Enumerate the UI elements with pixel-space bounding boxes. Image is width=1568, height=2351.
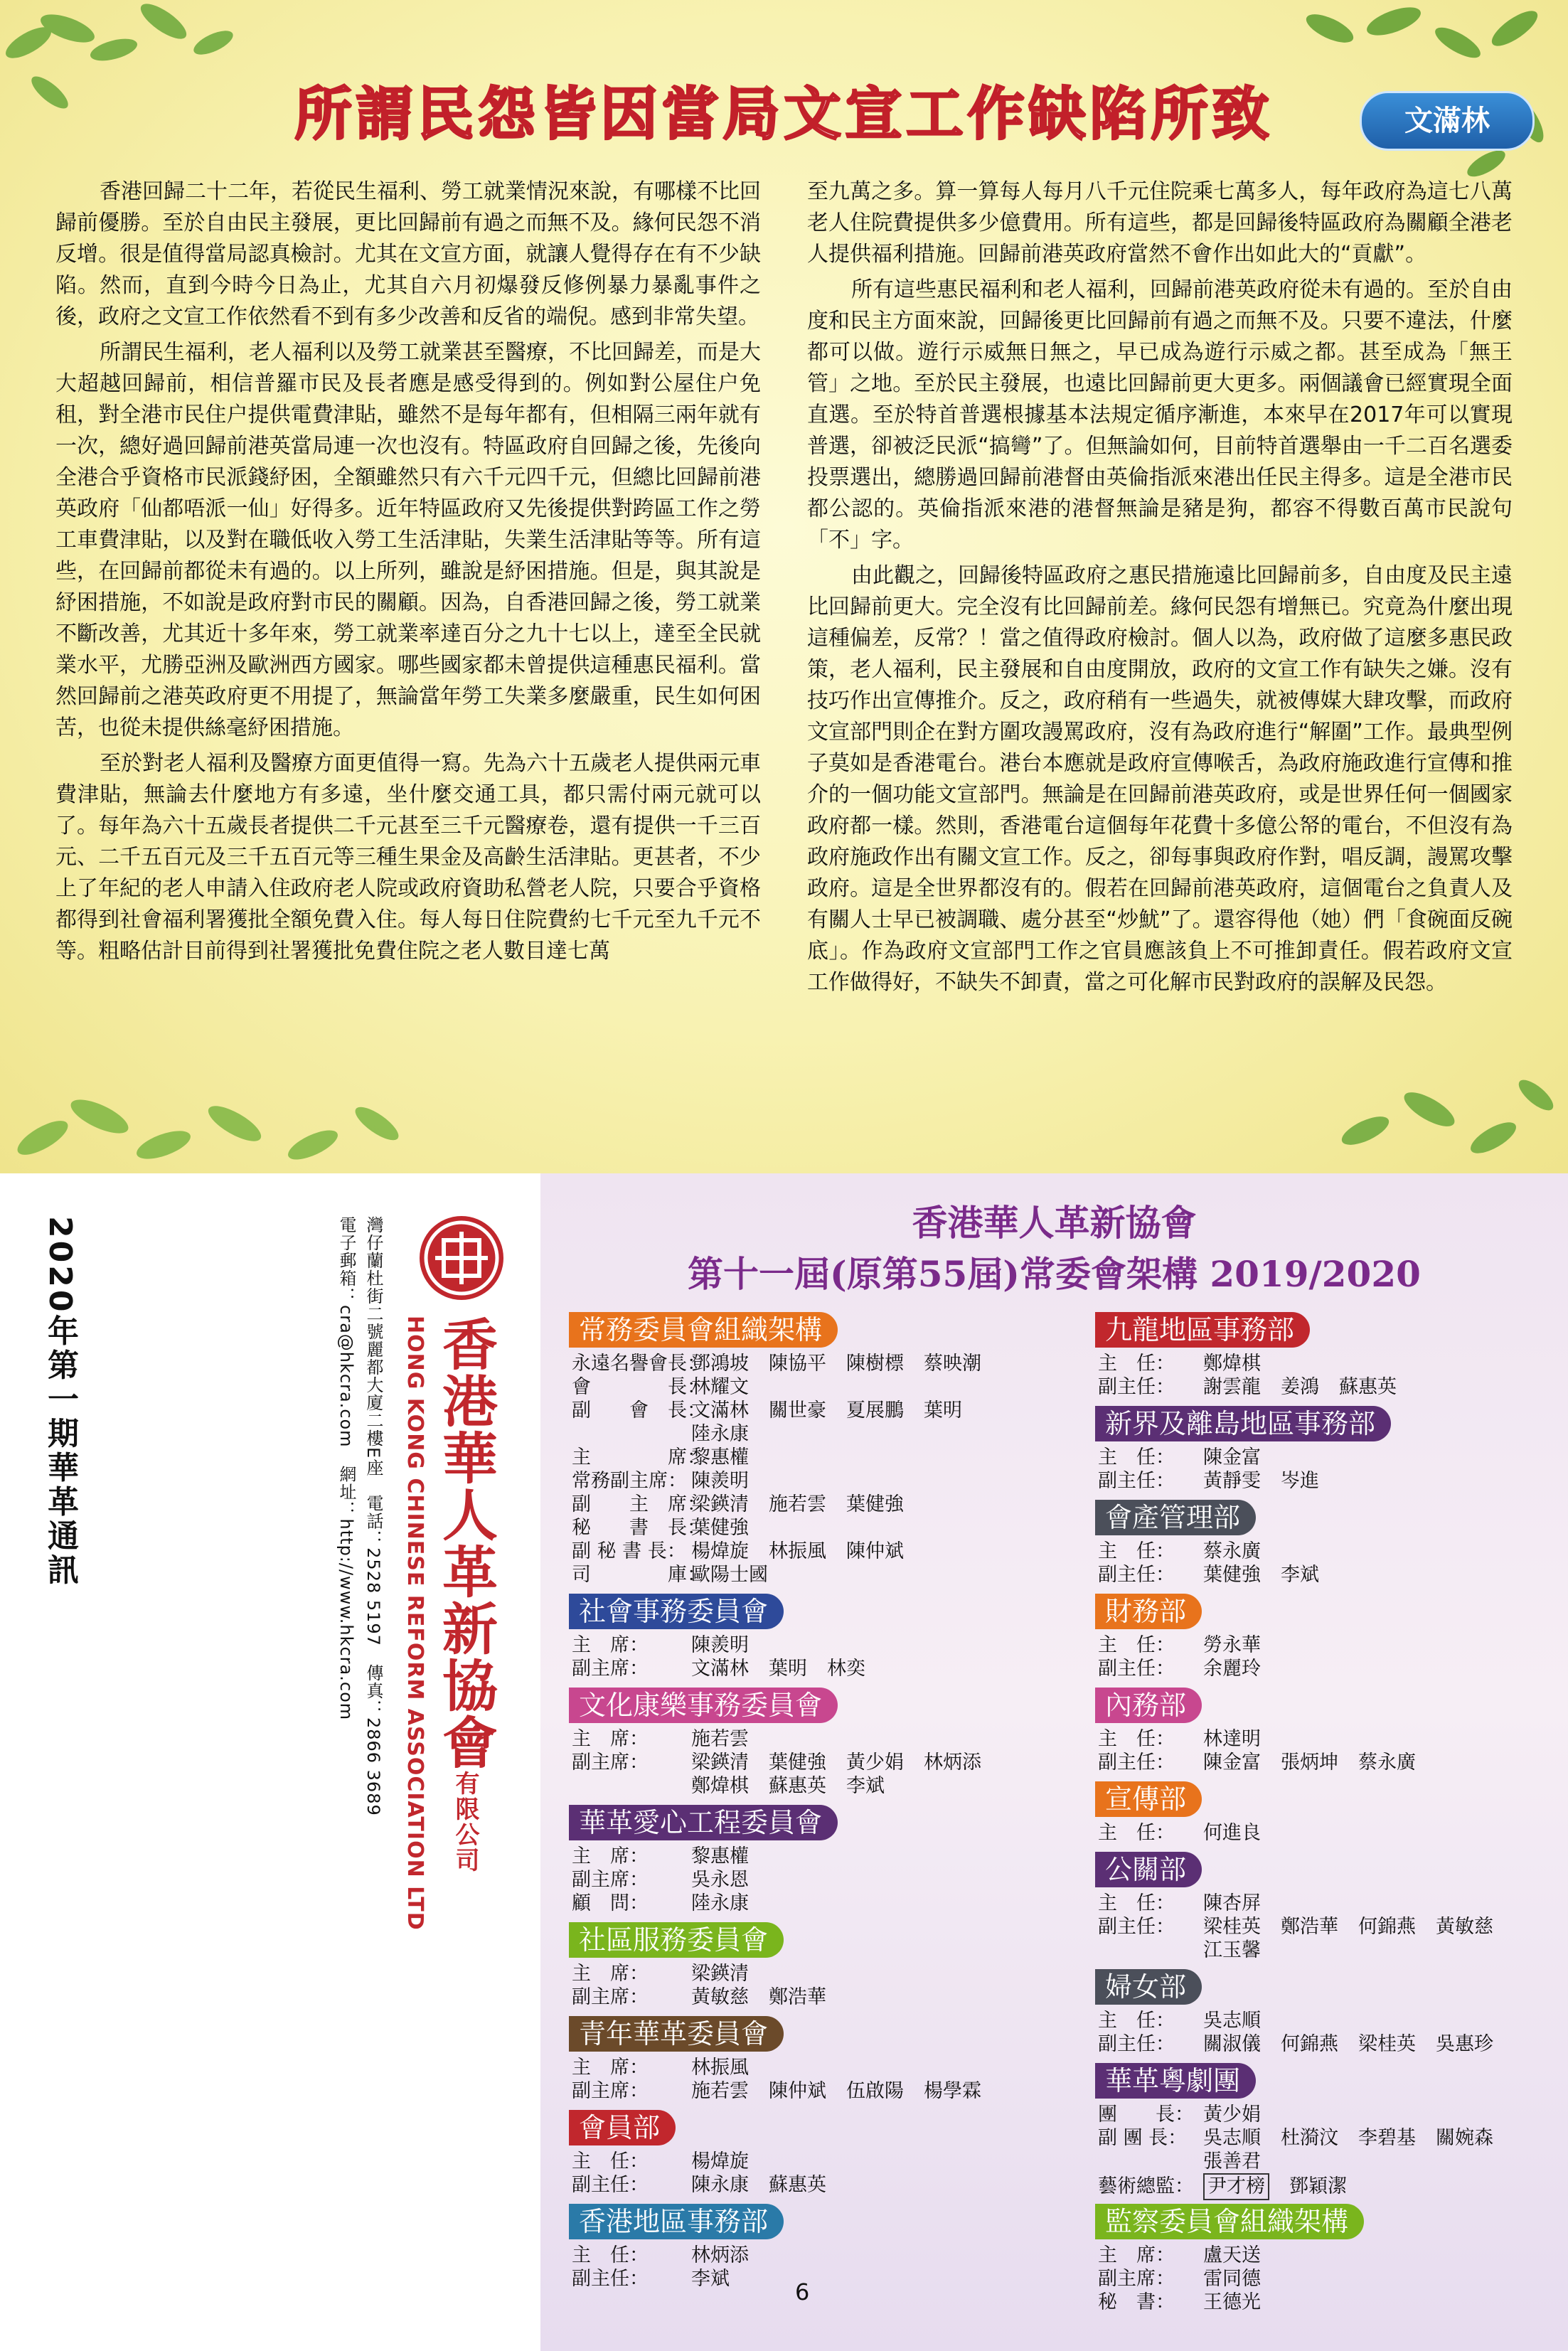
member-row <box>1098 2150 1281 2174</box>
member-name: 鄧穎潔 <box>1289 2175 1347 2197</box>
member-name: 黃敏慈 <box>1436 1916 1493 1938</box>
role-label: 主 席： <box>572 1446 706 1468</box>
role-label: 司 庫： <box>572 1564 706 1586</box>
section-header: 社區服務委員會 <box>569 1922 784 1958</box>
role-label: 主 席： <box>572 1845 649 1867</box>
role-label: 團 長： <box>1098 2104 1194 2126</box>
section-header: 青年華革委員會 <box>569 2016 784 2052</box>
member-name: 蘇惠英 <box>769 2174 826 2196</box>
member-name: 吳惠珍 <box>1436 2033 1493 2055</box>
member-name: 葉明 <box>924 1400 962 1422</box>
role-label: 秘 書 長： <box>572 1517 706 1539</box>
member-name: 文滿林 <box>691 1658 749 1680</box>
role-label: 副 團 長： <box>1098 2127 1188 2149</box>
org-name-suffix: 有限公司 <box>451 1771 479 1873</box>
article-title: 所謂民怨皆因當局文宣工作缺陷所致 <box>294 80 1274 147</box>
member-name: 黃少娟 <box>846 1752 904 1774</box>
member-row <box>1098 1751 1436 1775</box>
member-name: 何錦燕 <box>1281 2033 1338 2055</box>
member-name: 何錦燕 <box>1358 1916 1416 1938</box>
member-row <box>1098 1563 1339 1587</box>
member-row <box>1098 2126 1513 2150</box>
member-name: 鄧鴻坡 <box>691 1353 749 1375</box>
role-label: 永遠名譽會長： <box>572 1353 706 1375</box>
role-label <box>1098 2150 1203 2174</box>
role-label: 副主任： <box>1098 2033 1175 2055</box>
page-number: 6 <box>795 2278 810 2305</box>
member-row <box>1098 1446 1281 1470</box>
member-row <box>1098 1892 1281 1916</box>
member-row <box>1098 1915 1513 1939</box>
section-header: 新界及離島地區事務部 <box>1095 1406 1391 1441</box>
org-name-cn <box>425 1316 505 1873</box>
member-row <box>572 1727 769 1752</box>
member-row <box>572 1493 924 1517</box>
member-row <box>572 1985 846 2010</box>
member-name: 梁鍈清 <box>691 1493 749 1515</box>
role-label: 秘 書： <box>1098 2291 1175 2313</box>
role-label: 主 任： <box>572 2150 649 2173</box>
role-label: 副 主 席： <box>572 1493 706 1515</box>
member-row <box>572 1563 788 1587</box>
role-label: 副主席： <box>1098 2268 1175 2290</box>
member-name: 盧天送 <box>1203 2244 1261 2266</box>
member-name: 葉健強 <box>846 1493 904 1515</box>
member-row <box>1098 1657 1281 1681</box>
member-row <box>572 1868 769 1892</box>
member-row <box>1098 1633 1281 1658</box>
member-row <box>1098 1727 1281 1752</box>
member-name: 王德光 <box>1203 2291 1261 2313</box>
member-name: 李碧基 <box>1358 2127 1416 2149</box>
role-label: 主 任： <box>1098 1540 1175 1562</box>
member-name: 鄭煒棋 <box>1203 1353 1261 1375</box>
section-header: 華革粵劇團 <box>1095 2063 1256 2099</box>
member-row <box>572 1892 769 1916</box>
role-label: 副主席： <box>572 1986 649 2008</box>
member-name: 陳永康 <box>691 2174 749 2196</box>
role-label: 副主席： <box>572 1658 649 1680</box>
committee-title-org: 香港華人革新協會 <box>912 1202 1197 1244</box>
role-label: 主 任： <box>1098 1822 1175 1844</box>
member-name: 蔡永廣 <box>1358 1752 1416 1774</box>
member-name: 黃敏慈 <box>691 1986 749 2008</box>
member-name: 李斌 <box>1281 1564 1319 1586</box>
role-label: 主 席： <box>572 2057 649 2079</box>
member-row <box>572 2079 1001 2104</box>
role-label: 主 任： <box>572 2244 649 2266</box>
member-name: 張善君 <box>1203 2150 1261 2173</box>
member-name: 陳羨明 <box>691 1470 749 1492</box>
role-label: 副主任： <box>1098 1916 1175 1938</box>
member-name: 陳仲斌 <box>846 1540 904 1562</box>
article-column-left <box>55 176 761 971</box>
committee-title-structure: 第十一屆(原第55屆)常委會架構 2019/2020 <box>688 1253 1421 1295</box>
member-name: 楊學霖 <box>924 2080 981 2102</box>
member-name: 黎惠權 <box>691 1845 749 1867</box>
role-label: 副主席： <box>572 2080 649 2102</box>
member-row <box>572 1657 885 1681</box>
role-label: 主 任： <box>1098 2010 1175 2032</box>
member-name: 陳金富 <box>1203 1752 1261 1774</box>
member-row <box>1098 1939 1281 1963</box>
member-name: 陳羨明 <box>691 1634 749 1656</box>
member-row <box>572 1845 769 1869</box>
article-paragraph: 所有這些惠民福利和老人福利，回歸前港英政府從未有過的。至於自由度和民主方面來說，回歸後更比回歸前有過之而無不及。只要不違法，什麼都可以做。遊行示威無日無之，早已成為遊行示威之都。甚至成為「無王管」之地。至於民主發展，也遠比回歸前更大更多。兩個議會已經實現全面直選。至於特首普選根據基本法規定循序漸進，本來早在2017年可以實現普選，卻被泛民派“搞彎”了。但無論如何，目前特首選舉由一千二百名選委投票選出，總勝過回歸前港督由英倫指派來港出任民主得多。這是全港市民都公認的。英倫指派來港的港督無論是豬是狗，都容不得數百萬市民說句「不」字。 <box>807 277 1513 553</box>
member-row <box>572 2173 846 2197</box>
member-name: 關婉森 <box>1436 2127 1493 2149</box>
member-row <box>572 1352 1001 1376</box>
member-name: 杜漪汶 <box>1281 2127 1338 2149</box>
article-paragraph: 香港回歸二十二年，若從民生福利、勞工就業情況來說，有哪樣不比回歸前優勝。至於自由民主發展，更比回歸前有過之而無不及。緣何民怨不消反增。很是值得當局認真檢討。尤其在文宣方面，就讓人覺得存在有不少缺陷。然而，直到今時今日為止，尤其自六月初爆發反修例暴力暴亂事件之後，政府之文宣工作依然看不到有多少改善和反省的端倪。感到非常失望。 <box>55 179 761 329</box>
member-name: 梁桂英 <box>1203 1916 1261 1938</box>
member-row <box>1098 2267 1281 2291</box>
member-row <box>572 1633 769 1658</box>
member-name: 林振風 <box>769 1540 826 1562</box>
section-header: 華革愛心工程委員會 <box>569 1805 838 1840</box>
role-label <box>572 1774 691 1798</box>
member-name: 李斌 <box>846 1775 885 1797</box>
member-row <box>572 1540 924 1564</box>
member-name: 林耀文 <box>691 1376 749 1398</box>
member-name: 陸永康 <box>691 1423 749 1445</box>
member-row <box>1098 1352 1281 1376</box>
article-column-right <box>807 176 1513 1003</box>
address-line: 灣仔蘭杜街二號麗都大廈二樓E座 電話：2528 5197 傳真：2866 3689 <box>363 1216 383 1816</box>
article-panel <box>0 0 1568 1173</box>
member-name: 蔡映潮 <box>924 1353 981 1375</box>
member-row <box>1098 2103 1281 2127</box>
member-row <box>572 1422 769 1446</box>
member-name: 余麗玲 <box>1203 1658 1261 1680</box>
member-row <box>1098 2291 1281 2315</box>
member-name: 李斌 <box>691 2268 730 2290</box>
section-header: 婦女部 <box>1095 1969 1202 2005</box>
member-name: 吳志順 <box>1203 2127 1261 2149</box>
member-row <box>572 2267 750 2291</box>
member-name: 陳杏屏 <box>1203 1892 1261 1914</box>
role-label: 副主任： <box>1098 1470 1175 1492</box>
issue-label: 2020年第一期華革通訊 <box>42 1216 78 1588</box>
org-name-cn-text: 香港華人革新協會 <box>433 1316 498 1771</box>
member-name: 施若雲 <box>691 2080 749 2102</box>
member-name: 蘇惠英 <box>769 1775 826 1797</box>
role-label: 常務副主席： <box>572 1470 687 1492</box>
member-name: 陳仲斌 <box>769 2080 826 2102</box>
member-name: 鄭浩華 <box>769 1986 826 2008</box>
member-name: 蔡永廣 <box>1203 1540 1261 1562</box>
role-label: 副主任： <box>1098 1376 1175 1398</box>
section-header: 社會事務委員會 <box>569 1594 784 1629</box>
section-header: 內務部 <box>1095 1688 1202 1723</box>
member-name: 梁桂英 <box>1358 2033 1416 2055</box>
role-label: 顧 問： <box>572 1892 649 1914</box>
role-label: 副主任： <box>1098 1564 1175 1586</box>
member-row <box>1098 2032 1513 2057</box>
member-name: 關世豪 <box>769 1400 826 1422</box>
member-name: 歐陽士國 <box>691 1564 768 1586</box>
role-label: 主 席： <box>1098 2244 1175 2266</box>
member-name: 陳協平 <box>769 1353 826 1375</box>
role-label: 副 秘 書 長： <box>572 1540 686 1562</box>
section-header: 常務委員會組織架構 <box>569 1312 838 1348</box>
member-name: 楊煒旋 <box>691 2150 749 2173</box>
member-name: 林炳添 <box>924 1752 981 1774</box>
role-label: 主 席： <box>572 1728 649 1750</box>
leaf-decoration-bottom-left-icon <box>0 1038 427 1173</box>
section-header: 文化康樂事務委員會 <box>569 1688 838 1723</box>
member-name: 林達明 <box>1203 1728 1261 1750</box>
role-label: 副主席： <box>572 1869 649 1891</box>
member-name: 鄭浩華 <box>1281 1916 1338 1938</box>
member-name: 姜鴻 <box>1281 1376 1319 1398</box>
role-label: 主 任： <box>1098 1634 1175 1656</box>
member-name: 陸永康 <box>691 1892 749 1914</box>
member-row <box>1098 1821 1281 1845</box>
member-name: 林炳添 <box>691 2244 749 2266</box>
member-name: 陳樹標 <box>846 1353 904 1375</box>
role-label: 副主席： <box>572 1752 649 1774</box>
member-row <box>1098 1375 1417 1400</box>
member-name: 吳永恩 <box>691 1869 749 1891</box>
leaf-decoration-bottom-right-icon <box>1323 1052 1568 1173</box>
section-header: 宣傳部 <box>1095 1781 1202 1817</box>
member-row <box>572 1399 982 1423</box>
section-header: 九龍地區事務部 <box>1095 1312 1310 1348</box>
member-name: 夏展鵬 <box>846 1400 904 1422</box>
member-name: 黎惠權 <box>691 1446 749 1468</box>
member-row <box>572 2150 769 2174</box>
member-name: 謝雲龍 <box>1203 1376 1261 1398</box>
member-row <box>572 1469 769 1493</box>
role-label: 主 任： <box>1098 1446 1175 1468</box>
member-name: 黃少娟 <box>1203 2104 1261 2126</box>
member-name: 岑進 <box>1281 1470 1319 1492</box>
member-name: 文滿林 <box>691 1400 749 1422</box>
role-label: 主 任： <box>1098 1353 1175 1375</box>
member-name: 施若雲 <box>691 1728 749 1750</box>
section-header: 公關部 <box>1095 1852 1202 1887</box>
member-name: 伍啟陽 <box>846 2080 904 2102</box>
member-name: 楊煒旋 <box>691 1540 749 1562</box>
member-row <box>572 1375 769 1400</box>
org-name-en: HONG KONG CHINESE REFORM ASSOCIATION LTD <box>402 1316 427 1931</box>
member-row <box>572 1446 769 1470</box>
member-name: 葉明 <box>769 1658 807 1680</box>
member-row <box>1098 2173 1367 2200</box>
section-header: 監察委員會組織架構 <box>1095 2204 1364 2239</box>
article-paragraph: 至於對老人福利及醫療方面更值得一寫。先為六十五歲老人提供兩元車費津貼，無論去什麼地方有多遠，坐什麼交通工具，都只需付兩元就可以了。每年為六十五歲長者提供二千元甚至三千元醫療卷，還有提供一千三百元、二千五百元及三千五百元等三種生果金及高齡生活津貼。更甚者，不少上了年紀的老人申請入住政府老人院或政府資助私營老人院，只要合乎資格都得到社會福利署獲批全額免費入住。每人每日住院費約七千元至九千元不等。粗略估計目前得到社署獲批免費住院之老人數目達七萬 <box>55 751 761 964</box>
contact-line: 電子郵箱：cra@hkcra.com 網址：http://www.hkcra.com <box>336 1216 356 1721</box>
role-label: 副主任： <box>572 2268 649 2290</box>
member-name: 葉健強 <box>691 1517 749 1539</box>
member-name: 張炳坤 <box>1281 1752 1338 1774</box>
member-row <box>572 2244 769 2268</box>
member-row <box>572 1774 905 1798</box>
member-name: 葉健強 <box>1203 1564 1261 1586</box>
role-label: 會 長： <box>572 1376 706 1398</box>
role-label: 副主任： <box>1098 1752 1175 1774</box>
section-header: 會產管理部 <box>1095 1500 1256 1535</box>
section-header: 財務部 <box>1095 1594 1202 1629</box>
member-name: 雷同德 <box>1203 2268 1261 2290</box>
role-label: 藝術總監： <box>1098 2175 1194 2197</box>
member-row <box>1098 2009 1281 2033</box>
role-label: 主 任： <box>1098 1892 1175 1914</box>
section-header: 會員部 <box>569 2110 676 2145</box>
masthead-strip <box>0 1173 540 2351</box>
member-name: 林奕 <box>827 1658 865 1680</box>
member-name: 梁鍈清 <box>691 1963 749 1985</box>
member-row <box>572 1962 769 1986</box>
role-label: 主 席： <box>572 1963 649 1985</box>
member-name: 黃靜雯 <box>1203 1470 1261 1492</box>
member-name: 梁鍈清 <box>691 1752 749 1774</box>
member-name: 江玉馨 <box>1203 1939 1261 1961</box>
article-paragraph: 至九萬之多。算一算每人每月八千元住院乘七萬多人，每年政府為這七八萬老人住院費提供多少億費用。所有這些，都是回歸後特區政府為關顧全港老人提供福利措施。回歸前港英政府當然不會作出如此大的“貢獻”。 <box>807 179 1513 267</box>
role-label <box>1098 1939 1203 1963</box>
section-header: 香港地區事務部 <box>569 2204 784 2239</box>
member-name: 葉健強 <box>769 1752 826 1774</box>
member-name: 蘇惠英 <box>1339 1376 1397 1398</box>
member-row <box>572 1516 769 1540</box>
role-label: 主 任： <box>1098 1728 1175 1750</box>
member-row <box>572 1751 1001 1775</box>
member-name: 林振風 <box>691 2057 749 2079</box>
member-name: 陳金富 <box>1203 1446 1261 1468</box>
member-name: 尹才榜 <box>1203 2173 1269 2200</box>
member-name: 鄭煒棋 <box>691 1775 749 1797</box>
member-name: 勞永華 <box>1203 1634 1261 1656</box>
article-paragraph: 所謂民生福利，老人福利以及勞工就業甚至醫療，不比回歸差，而是大大超越回歸前，相信普羅市民及長者應是感受得到的。例如對公屋住户免租，對全港市民住户提供電費津貼，雖然不是每年都有，但相隔三兩年就有一次，總好過回歸前港英當局連一次也沒有。特區政府自回歸之後，先後向全港合乎資格市民派錢紓困，全額雖然只有六千元四千元，但總比回歸前港英政府「仙都唔派一仙」好得多。近年特區政府又先後提供對跨區工作之勞工車費津貼，以及對在職低收入勞工生活津貼，失業生活津貼等等。所有這些，在回歸前都從未有過的。以上所列，雖說是紓困措施。但是，與其說是紓困措施，不如說是政府對市民的關顧。因為，自香港回歸之後，勞工就業不斷改善，尤其近十多年來，勞工就業率達百分之九十七以上，達至全民就業水平，尤勝亞洲及歐洲西方國家。哪些國家都未曾提供這種惠民福利。當然回歸前之港英政府更不用提了，無論當年勞工失業多麼嚴重，民生如何困苦，也從未提供絲毫紓困措施。 <box>55 340 761 740</box>
member-name: 施若雲 <box>769 1493 826 1515</box>
role-label: 主 席： <box>572 1634 649 1656</box>
logo-icon <box>420 1216 503 1300</box>
member-name: 關淑儀 <box>1203 2033 1261 2055</box>
member-row <box>1098 2244 1281 2268</box>
role-label: 副主任： <box>1098 1658 1175 1680</box>
member-row <box>1098 1469 1339 1493</box>
author-badge: 文滿林 <box>1360 91 1535 151</box>
role-label: 副 會 長： <box>572 1400 706 1422</box>
member-name: 何進良 <box>1203 1822 1261 1844</box>
member-name: 吳志順 <box>1203 2010 1261 2032</box>
article-paragraph: 由此觀之，回歸後特區政府之惠民措施遠比回歸前多，自由度及民主遠比回歸前更大。完全沒有比回歸前差。緣何民怨有增無已。究竟為什麼出現這種偏差，反常？！當之值得政府檢討。個人以為，政府做了這麼多惠民政策，老人福利，民主發展和自由度開放，政府的文宣工作有缺失之嫌。沒有技巧作出宣傳推介。反之，政府稍有一些過失，就被傳媒大肆攻擊，而政府文宣部門則企在對方圍攻謾罵政府，沒有為政府進行“解圍”工作。最典型例子莫如是香港電台。港台本應就是政府宣傳喉舌，為政府施政進行宣傳和推介的一個功能文宣部門。無論是在回歸前港英政府，或是世界任何一個國家政府都一樣。然則，香港電台這個每年花費十多億公帑的電台，不但沒有為政府施政作出有關文宣工作。反之，卻每事與政府作對，唱反調，謾罵攻擊政府。這是全世界都沒有的。假若在回歸前港英政府，這個電台之負責人及有關人士早已被調職、處分甚至“炒魷”了。還容得他（她）們「食碗面反碗底」。作為政府文宣部門工作之官員應該負上不可推卸責任。假若政府文宣工作做得好，不缺失不卸責，當之可化解市民對政府的誤解及民怨。 <box>807 563 1513 995</box>
member-row <box>572 2056 769 2080</box>
member-row <box>1098 1540 1281 1564</box>
role-label: 副主任： <box>572 2174 649 2196</box>
